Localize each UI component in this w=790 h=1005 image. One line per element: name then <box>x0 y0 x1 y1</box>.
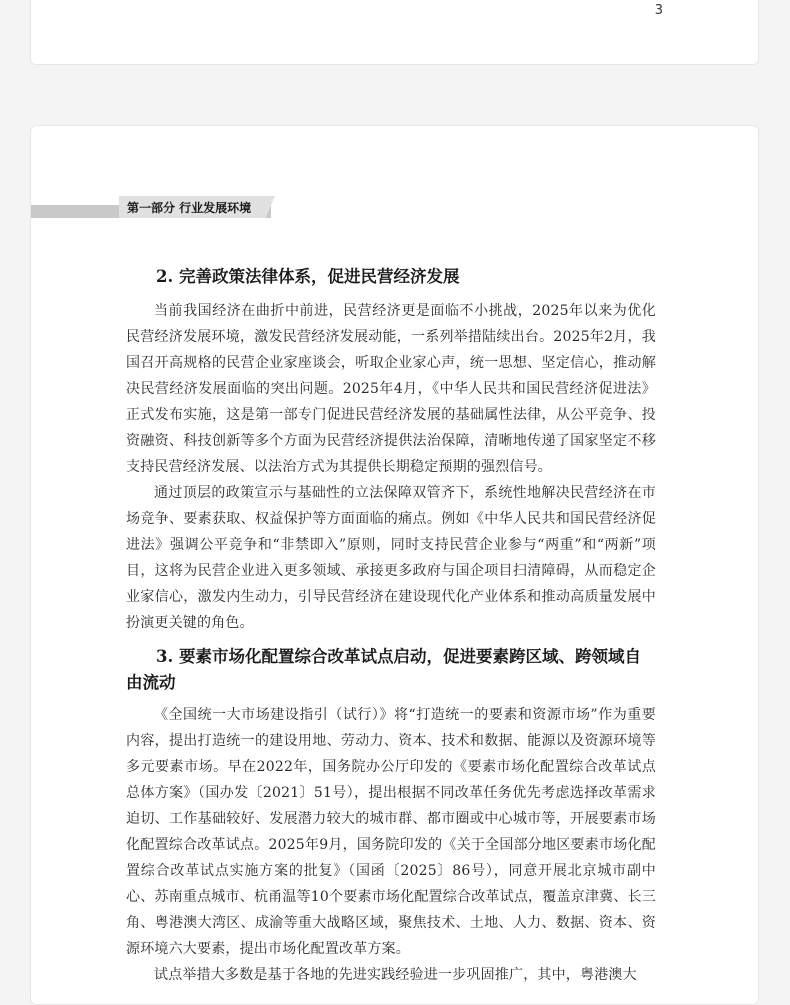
body-content <box>126 264 656 988</box>
heading-factor-market-line2: 由流动 <box>126 673 176 692</box>
heading-factor-market <box>126 644 656 696</box>
section-band-title: 第一部分 行业发展环境 <box>127 201 252 215</box>
paragraph-2: 通过顶层的政策宣示与基础性的立法保障双管齐下，系统性地解决民营经济在市场竞争、要素获取、权益保护等方面面临的痛点。例如《中华人民共和国民营经济促进法》强调公平竞争和“非禁即入”原则，同时支持民营企业参与“两重”和“两新”项目，这将为民营企业进入更多领域、承接更多政府与国企项目扫清障碍，从而稳定企业家信心，激发内生动力，引导民营经济在建设现代化产业体系和推动高质量发展中扮演更关键的角色。 <box>126 485 656 631</box>
paragraph-4: 试点举措大多数是基于各地的先进实践经验进一步巩固推广，其中，粤港澳大 <box>154 967 637 983</box>
previous-page <box>30 0 759 65</box>
heading-factor-market-line1: 3. 要素市场化配置综合改革试点启动，促进要素跨区域、跨领域自 <box>156 647 641 666</box>
paragraph-1: 当前我国经济在曲折中前进，民营经济更是面临不小挑战，2025年以来为优化民营经济发展环境，激发民营经济发展动能，一系列举措陆续出台。2025年2月，我国召开高规格的民营企业家座谈会，听取企业家心声，统一思想、坚定信心，推动解决民营经济发展面临的突出问题。2025年4月，《中华人民共和国民营经济促进法》正式发布实施，这是第一部专门促进民营经济发展的基础属性法律，从公平竞争、投资融资、科技创新等多个方面为民营经济提供法治保障，清晰地传递了国家坚定不移支持民营经济发展、以法治方式为其提供长期稳定预期的强烈信号。 <box>126 303 656 475</box>
paragraph-3: 《全国统一大市场建设指引（试行）》将“打造统一的要素和资源市场”作为重要内容，提出打造统一的建设用地、劳动力、资本、技术和数据、能源以及资源环境等多元要素市场。早在2022年，国务院办公厅印发的《要素市场化配置综合改革试点总体方案》（国办发〔2021〕51号），提出根据不同改革任务优先考虑选择改革需求迫切、工作基础较好、发展潜力较大的城市群、都市圈或中心城市等，开展要素市场化配置综合改革试点。2025年9月，国务院印发的《关于全国部分地区要素市场化配置综合改革试点实施方案的批复》（国函〔2025〕86号），同意开展北京城市副中心、苏南重点城市、杭甬温等10个要素市场化配置综合改革试点，覆盖京津冀、长三角、粤港澳大湾区、成渝等重大战略区域，聚焦技术、土地、人力、数据、资本、资源环境六大要素，提出市场化配置改革方案。 <box>126 707 656 957</box>
section-band <box>31 196 281 218</box>
page-number: 3 <box>654 3 663 18</box>
heading-policy-law: 2. 完善政策法律体系，促进民营经济发展 <box>156 267 460 286</box>
current-page <box>30 125 759 1005</box>
